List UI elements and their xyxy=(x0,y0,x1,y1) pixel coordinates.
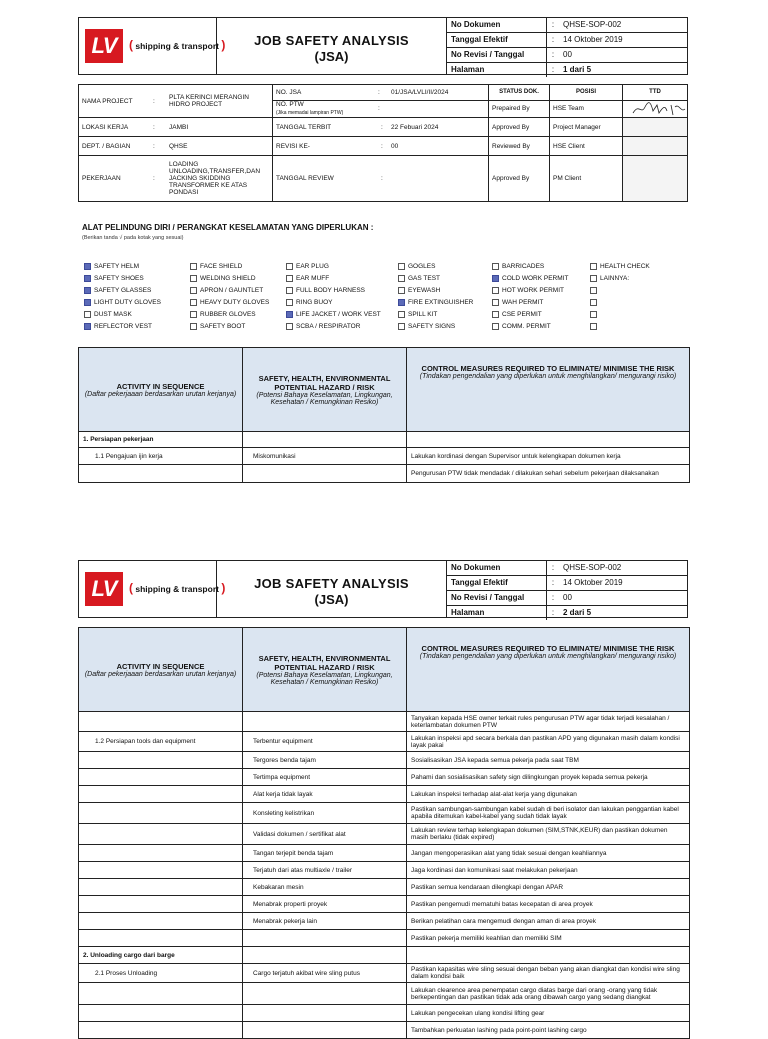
jsa-hazard-cell: Menabrak pekerja lain xyxy=(243,913,407,930)
lokasi-value: JAMBI xyxy=(166,118,273,137)
ppe-item[interactable] xyxy=(84,263,139,270)
jsa-hazard-cell xyxy=(243,712,407,732)
document-meta: No Dokumen : QHSE-SOP-002 Tanggal Efektif : 14 Oktober 2019 No Revisi / Tanggal : 00 Halaman : 2 dari 5 xyxy=(447,561,687,617)
jsa-row xyxy=(79,769,690,786)
jsa-hazard-cell xyxy=(243,947,407,964)
ppe-item[interactable] xyxy=(190,311,256,318)
jsa-hazard-cell xyxy=(243,983,407,1005)
ppe-label: EAR PLUG xyxy=(296,263,329,270)
ppe-item[interactable] xyxy=(492,299,543,306)
jsa-control-cell: Lakukan inspeksi terhadap alat-alat kerja yang digunakan xyxy=(407,786,690,803)
status-cell: Reviewed By xyxy=(489,137,550,156)
ppe-item[interactable] xyxy=(190,263,242,270)
checkbox[interactable] xyxy=(398,323,405,330)
ppe-label: EAR MUFF xyxy=(296,275,330,282)
no-ptw-label: NO. PTW xyxy=(276,101,304,108)
jsa-row xyxy=(79,896,690,913)
ppe-checkbox-blank[interactable] xyxy=(590,287,600,294)
jsa-activity-cell xyxy=(79,752,243,769)
ppe-item[interactable] xyxy=(286,311,381,318)
col-activity-head: ACTIVITY IN SEQUENCE (Daftar pekerjaaan berdasarkan urutan kerjanya) xyxy=(79,348,243,432)
checkbox[interactable] xyxy=(286,275,293,282)
jsa-row xyxy=(79,732,690,752)
ppe-label: HEALTH CHECK xyxy=(600,263,650,270)
jsa-activity-cell: 2.1 Proses Unloading xyxy=(79,964,243,983)
posisi-head: POSISI xyxy=(550,85,622,101)
ppe-item[interactable] xyxy=(286,287,365,294)
checkbox[interactable] xyxy=(590,275,597,282)
company-logo xyxy=(79,561,226,617)
jsa-control-cell: Pengurusan PTW tidak mendadak / dilakukan sehari sebelum pekerjaan dilaksanakan xyxy=(407,465,690,483)
jsa-activity-cell xyxy=(79,930,243,947)
ppe-item[interactable] xyxy=(84,287,151,294)
jsa-row xyxy=(79,448,690,465)
title-line1: JOB SAFETY ANALYSIS xyxy=(254,33,409,48)
ppe-item[interactable] xyxy=(84,299,161,306)
ppe-checkbox-blank[interactable] xyxy=(590,299,600,306)
ppe-item[interactable] xyxy=(286,299,332,306)
meta-label: No Dokumen xyxy=(447,18,547,32)
jsa-activity-cell xyxy=(79,786,243,803)
checkbox[interactable] xyxy=(190,263,197,270)
col-control-head: CONTROL MEASURES REQUIRED TO ELIMINATE/ MINIMISE THE RISK (Tindakan pengendalian yang diperlukan untuk menghilangkan/ mengurangi risiko) xyxy=(407,628,690,712)
meta-label: Halaman xyxy=(447,63,547,77)
checkbox[interactable] xyxy=(190,323,197,330)
ppe-item[interactable] xyxy=(190,323,245,330)
jsa-control-cell: Lakukan inspeksi apd secara berkala dan pastikan APD yang digunakan masih dalam kondisi layak pakai xyxy=(407,732,690,752)
jsa-hazard-cell: Alat kerja tidak layak xyxy=(243,786,407,803)
ppe-item[interactable] xyxy=(398,299,473,306)
revisi-value: 00 xyxy=(388,137,489,156)
ppe-item[interactable] xyxy=(398,323,455,330)
jsa-activity-cell xyxy=(79,913,243,930)
jsa-control-cell: Jangan mengoperasikan alat yang tidak sesuai dengan keahliannya xyxy=(407,845,690,862)
brand-tagline: ( shipping & transport ) xyxy=(129,581,226,595)
jsa-row xyxy=(79,913,690,930)
jsa-activity-cell xyxy=(79,896,243,913)
jsa-control-cell: Lakukan pengecekan ulang kondisi lifting gear xyxy=(407,1005,690,1022)
checkbox-checked[interactable] xyxy=(84,275,91,282)
col-activity-head: ACTIVITY IN SEQUENCE (Daftar pekerjaaan berdasarkan urutan kerjanya) xyxy=(79,628,243,712)
jsa-row xyxy=(79,983,690,1005)
jsa-hazard-cell: Tergores benda tajam xyxy=(243,752,407,769)
ppe-label: LIFE JACKET / WORK VEST xyxy=(296,311,381,318)
ppe-label: HOT WORK PERMIT xyxy=(502,287,564,294)
jsa-row xyxy=(79,879,690,896)
jsa-row xyxy=(79,465,690,483)
jsa-row xyxy=(79,1022,690,1039)
ppe-item[interactable] xyxy=(84,275,144,282)
lv-logo-mark: LV xyxy=(85,572,123,606)
jsa-hazard-cell xyxy=(243,432,407,448)
jsa-activity-cell xyxy=(79,845,243,862)
ppe-label: COLD WORK PERMIT xyxy=(502,275,569,282)
ppe-item[interactable] xyxy=(190,299,269,306)
revisi-label: REVISI KE- xyxy=(273,137,379,156)
checkbox-checked[interactable] xyxy=(84,287,91,294)
lokasi-label: LOKASI KERJA xyxy=(79,118,151,137)
ppe-label: FACE SHIELD xyxy=(200,263,243,270)
title-line2: (JSA) xyxy=(314,592,349,607)
checkbox[interactable] xyxy=(398,263,405,270)
signature-icon xyxy=(631,101,691,117)
jsa-hazard-cell: Terjatuh dari atas multiaxle / trailer xyxy=(243,862,407,879)
nama-project-value: PLTA KERINCI MERANGIN HIDRO PROJECT xyxy=(166,85,273,118)
ppe-item[interactable] xyxy=(190,287,263,294)
page-number: 1 dari 5 xyxy=(563,65,592,74)
ppe-label: LIGHT DUTY GLOVES xyxy=(94,299,161,306)
jsa-hazard-cell xyxy=(243,465,407,483)
posisi-cell: Project Manager xyxy=(550,118,623,137)
jsa-control-cell: Pahami dan sosialisasikan safety sign dilingkungan proyek kepada semua pekerja xyxy=(407,769,690,786)
title-line2: (JSA) xyxy=(314,49,349,64)
ppe-label: CSE PERMIT xyxy=(502,311,542,318)
jsa-row xyxy=(79,712,690,732)
meta-label: Halaman xyxy=(447,606,547,620)
jsa-row xyxy=(79,786,690,803)
meta-label: No Dokumen xyxy=(447,561,547,575)
checkbox[interactable] xyxy=(190,275,197,282)
checkbox[interactable] xyxy=(492,323,499,330)
jsa-activity-cell: 1.2 Persiapan tools dan equipment xyxy=(79,732,243,752)
checkbox-checked[interactable] xyxy=(84,323,91,330)
jsa-hazard-cell: Miskomunikasi xyxy=(243,448,407,465)
meta-label: Tanggal Efektif xyxy=(447,33,547,47)
jsa-control-cell xyxy=(407,947,690,964)
jsa-row xyxy=(79,930,690,947)
dept-label: DEPT. / BAGIAN xyxy=(79,137,151,156)
meta-label: No Revisi / Tanggal xyxy=(447,48,547,62)
jsa-hazard-cell: Terbentur equipment xyxy=(243,732,407,752)
terbit-value: 22 Febuari 2024 xyxy=(388,118,489,137)
jsa-activity-cell: 2. Unloading cargo dari barge xyxy=(79,947,243,964)
jsa-control-cell: Pastikan semua kendaraan dilengkapi dengan APAR xyxy=(407,879,690,896)
ppe-checkbox-blank[interactable] xyxy=(590,311,600,318)
meta-value: 00 xyxy=(563,50,572,59)
jsa-control-cell xyxy=(407,432,690,448)
meta-value: 00 xyxy=(563,593,572,602)
jsa-table-page2 xyxy=(78,627,690,1039)
ppe-label: RUBBER GLOVES xyxy=(200,311,256,318)
ppe-label: EYEWASH xyxy=(408,287,441,294)
jsa-hazard-cell: Validasi dokumen / sertifikat alat xyxy=(243,824,407,845)
ppe-item[interactable] xyxy=(492,275,568,282)
jsa-table-page1 xyxy=(78,347,690,483)
page2-header xyxy=(78,560,688,618)
ppe-item[interactable] xyxy=(84,323,152,330)
ttd-head: TTD xyxy=(623,85,687,101)
jsa-hazard-cell: Tertimpa equipment xyxy=(243,769,407,786)
checkbox[interactable] xyxy=(398,287,405,294)
checkbox[interactable] xyxy=(398,275,405,282)
jsa-hazard-cell: Tangan terjepit benda tajam xyxy=(243,845,407,862)
checkbox[interactable] xyxy=(286,263,293,270)
ppe-label: GAS TEST xyxy=(408,275,441,282)
jsa-row xyxy=(79,824,690,845)
ppe-label: SAFETY GLASSES xyxy=(94,287,152,294)
ppe-item[interactable] xyxy=(286,275,329,282)
jsa-hazard-cell xyxy=(243,930,407,947)
terbit-label: TANGGAL TERBIT xyxy=(273,118,379,137)
jsa-activity-cell xyxy=(79,465,243,483)
ppe-item[interactable] xyxy=(190,275,256,282)
meta-value: 14 Oktober 2019 xyxy=(563,578,623,587)
ppe-item[interactable] xyxy=(398,311,437,318)
jsa-activity-cell xyxy=(79,879,243,896)
no-jsa-value: 01/JSA/LVLI/II/2024 xyxy=(388,85,488,101)
jsa-activity-cell xyxy=(79,862,243,879)
ppe-item[interactable] xyxy=(84,311,132,318)
ppe-item[interactable] xyxy=(492,323,551,330)
jsa-hazard-cell: Cargo terjatuh akibat wire sling putus xyxy=(243,964,407,983)
ppe-label: SAFETY HELM xyxy=(94,263,140,270)
ppe-checkbox-blank[interactable] xyxy=(590,323,600,330)
jsa-control-cell: Jaga kordinasi dan komunikasi saat melakukan pekerjaan xyxy=(407,862,690,879)
checkbox[interactable] xyxy=(190,299,197,306)
jsa-activity-cell: 1.1 Pengajuan ijin kerja xyxy=(79,448,243,465)
signature xyxy=(623,101,687,117)
meta-label: Tanggal Efektif xyxy=(447,576,547,590)
checkbox-checked[interactable] xyxy=(286,311,293,318)
nama-project-label: NAMA PROJECT xyxy=(79,85,151,118)
review-label: TANGGAL REVIEW xyxy=(276,175,334,182)
ppe-item[interactable] xyxy=(398,275,440,282)
pekerjaan-value: LOADING UNLOADING,TRANSFER,DAN JACKING SKIDDING TRANSFORMER KE ATAS PONDASI xyxy=(166,156,273,202)
ppe-item[interactable] xyxy=(590,263,650,270)
checkbox[interactable] xyxy=(398,311,405,318)
ppe-label: RING BUOY xyxy=(296,299,333,306)
checkbox[interactable] xyxy=(286,287,293,294)
checkbox[interactable] xyxy=(492,287,499,294)
ppe-label: WELDING SHIELD xyxy=(200,275,256,282)
checkbox[interactable] xyxy=(190,311,197,318)
ppe-label: WAH PERMIT xyxy=(502,299,544,306)
checkbox[interactable] xyxy=(590,323,597,330)
ppe-label: GOGLES xyxy=(408,263,436,270)
jsa-activity-cell: 1. Persiapan pekerjaan xyxy=(79,432,243,448)
ppe-label: HEAVY DUTY GLOVES xyxy=(200,299,270,306)
jsa-hazard-cell: Konsleting kelistrikan xyxy=(243,803,407,824)
checkbox-checked[interactable] xyxy=(398,299,405,306)
no-jsa-label: NO. JSA xyxy=(273,85,378,101)
jsa-row xyxy=(79,1005,690,1022)
ppe-label: SAFETY SIGNS xyxy=(408,323,456,330)
ppe-label: SCBA / RESPIRATOR xyxy=(296,323,361,330)
ppe-item[interactable] xyxy=(492,287,564,294)
ppe-label: DUST MASK xyxy=(94,311,132,318)
document-title xyxy=(217,18,447,74)
jsa-control-cell: Pastikan kapasitas wire sling sesuai dengan beban yang akan diangkat dan kondisi wire sling dalam kondisi baik xyxy=(407,964,690,983)
col-hazard-head: SAFETY, HEALTH, ENVIRONMENTAL POTENTIAL HAZARD / RISK (Potensi Bahaya Keselamatan, Lingkungan, Kesehatan / Kemungkinan Resiko) xyxy=(243,348,407,432)
ppe-label: SAFETY SHOES xyxy=(94,275,144,282)
dept-value: QHSE xyxy=(166,137,273,156)
ppe-label: SAFETY BOOT xyxy=(200,323,246,330)
status-head: STATUS DOK. xyxy=(489,85,549,101)
ppe-title: ALAT PELINDUNG DIRI / PERANGKAT KESELAMATAN YANG DIPERLUKAN : xyxy=(82,223,374,232)
document-title xyxy=(217,561,447,617)
ppe-label: BARRICADES xyxy=(502,263,545,270)
checkbox[interactable] xyxy=(590,263,597,270)
no-ptw-note: (Jika memadai lampiran PTW) xyxy=(276,110,344,116)
jsa-control-cell: Lakukan kordinasi dengan Supervisor untuk kelengkapan dokumen kerja xyxy=(407,448,690,465)
title-line1: JOB SAFETY ANALYSIS xyxy=(254,576,409,591)
ppe-label: REFLECTOR VEST xyxy=(94,323,153,330)
meta-value: QHSE-SOP-002 xyxy=(563,20,622,29)
ppe-item[interactable] xyxy=(286,323,360,330)
ppe-subtitle: (Berikan tanda √ pada kotak yang sesuai) xyxy=(82,235,184,241)
checkbox[interactable] xyxy=(286,299,293,306)
col-control-head: CONTROL MEASURES REQUIRED TO ELIMINATE/ MINIMISE THE RISK (Tindakan pengendalian yang diperlukan untuk menghilangkan/ mengurangi risiko) xyxy=(407,348,690,432)
ppe-label: LAINNYA: xyxy=(600,275,630,282)
col-hazard-head: SAFETY, HEALTH, ENVIRONMENTAL POTENTIAL HAZARD / RISK (Potensi Bahaya Keselamatan, Lingkungan, Kesehatan / Kemungkinan Resiko) xyxy=(243,628,407,712)
meta-value: 14 Oktober 2019 xyxy=(563,35,623,44)
jsa-hazard-cell xyxy=(243,1022,407,1039)
jsa-row xyxy=(79,845,690,862)
company-logo xyxy=(79,18,226,74)
checkbox[interactable] xyxy=(492,299,499,306)
checkbox[interactable] xyxy=(590,311,597,318)
jsa-control-cell: Sosialisasikan JSA kepada semua pekerja pada saat TBM xyxy=(407,752,690,769)
checkbox[interactable] xyxy=(286,323,293,330)
jsa-activity-cell xyxy=(79,824,243,845)
jsa-activity-cell xyxy=(79,983,243,1005)
jsa-control-cell: Tambahkan perkuatan lashing pada point-point lashing cargo xyxy=(407,1022,690,1039)
page-number: 2 dari 5 xyxy=(563,608,592,617)
checkbox-checked[interactable] xyxy=(492,275,499,282)
checkbox[interactable] xyxy=(190,287,197,294)
jsa-hazard-cell xyxy=(243,1005,407,1022)
jsa-row xyxy=(79,947,690,964)
ppe-item[interactable] xyxy=(398,263,435,270)
posisi-cell: HSE Client xyxy=(550,137,623,156)
ppe-label: FIRE EXTINGUISHER xyxy=(408,299,474,306)
jsa-activity-cell xyxy=(79,712,243,732)
ppe-label: SPILL KIT xyxy=(408,311,438,318)
document-meta: No Dokumen : QHSE-SOP-002 Tanggal Efektif : 14 Oktober 2019 No Revisi / Tanggal : 00 Halaman : 1 dari 5 xyxy=(447,18,687,74)
jsa-control-cell: Lakukan review terhap kelengkapan dokumen (SIM,STNK,KEUR) dan pastikan dokumen masih berlaku (tidak expired) xyxy=(407,824,690,845)
jsa-control-cell: Pastikan pengemudi mematuhi batas kecepatan di area proyek xyxy=(407,896,690,913)
ppe-item[interactable] xyxy=(492,263,544,270)
meta-value: QHSE-SOP-002 xyxy=(563,563,622,572)
jsa-hazard-cell: Kebakaran mesin xyxy=(243,879,407,896)
jsa-activity-cell xyxy=(79,803,243,824)
checkbox-checked[interactable] xyxy=(84,263,91,270)
ppe-label: FULL BODY HARNESS xyxy=(296,287,365,294)
lv-logo-mark: LV xyxy=(85,29,123,63)
checkbox[interactable] xyxy=(590,299,597,306)
status-cell: Approved By xyxy=(489,156,550,202)
ppe-item[interactable] xyxy=(286,263,329,270)
checkbox-checked[interactable] xyxy=(84,299,91,306)
jsa-activity-cell xyxy=(79,1005,243,1022)
ppe-label: APRON / GAUNTLET xyxy=(200,287,264,294)
jsa-hazard-cell: Menabrak properti proyek xyxy=(243,896,407,913)
checkbox[interactable] xyxy=(492,263,499,270)
jsa-activity-cell xyxy=(79,1022,243,1039)
page1-header xyxy=(78,17,688,75)
posisi-cell: HSE Team xyxy=(553,105,584,112)
meta-label: No Revisi / Tanggal xyxy=(447,591,547,605)
checkbox[interactable] xyxy=(492,311,499,318)
pekerjaan-label: PEKERJAAN xyxy=(82,175,121,182)
ppe-label: COMM. PERMIT xyxy=(502,323,551,330)
jsa-control-cell: Pastikan pekerja memiliki keahlian dan memiliki SIM xyxy=(407,930,690,947)
jsa-control-cell: Berikan pelatihan cara mengemudi dengan aman di area proyek xyxy=(407,913,690,930)
jsa-control-cell: Tanyakan kepada HSE owner terkait rules pengurusan PTW agar tidak terjadi kesalahan / keterlambatan dokumen PTW xyxy=(407,712,690,732)
status-cell: Prepaired By xyxy=(492,105,530,112)
posisi-cell: PM Client xyxy=(550,156,623,202)
status-cell: Approved By xyxy=(489,118,550,137)
jsa-row xyxy=(79,964,690,983)
brand-tagline: ( shipping & transport ) xyxy=(129,38,226,52)
ppe-item[interactable] xyxy=(398,287,440,294)
checkbox[interactable] xyxy=(590,287,597,294)
jsa-row xyxy=(79,803,690,824)
checkbox[interactable] xyxy=(84,311,91,318)
jsa-row xyxy=(79,752,690,769)
ppe-item[interactable] xyxy=(492,311,542,318)
jsa-control-cell: Lakukan clearence area penempatan cargo diatas barge dari orang -orang yang tidak berkepentingan dan pastikan tidak ada orang dibawah cargo yang sedang diangkat xyxy=(407,983,690,1005)
jsa-row xyxy=(79,862,690,879)
project-info-table: NAMA PROJECT : PLTA KERINCI MERANGIN HIDRO PROJECT NO. JSA NO. PTW (Jika memadai lampiran PTW) : : 01/JSA/LVLI/II/2024 STATUS DOK. Prepaired By POSISI HSE Team TTD LOKASI KERJA : JAMBI TANGGAL TERBIT : 22 Febuari 2024 Approved By Project Manager DEPT. / BAGIAN : QHSE REVISI KE- : 00 Reviewed By HSE Client PEKERJAAN : LOADING UNLOADING,TRANSFER,DAN JACKING SKIDDING TRANSFORMER KE ATAS PONDASI TANGGAL REVIEW : Approved By PM Client xyxy=(78,84,688,202)
ppe-item[interactable] xyxy=(590,275,629,282)
jsa-row xyxy=(79,432,690,448)
jsa-activity-cell xyxy=(79,769,243,786)
jsa-control-cell: Pastikan sambungan-sambungan kabel sudah di beri isolator dan lakukan penggantian kabel apabila ditemukan kabel-kabel yang sudah tidak layak xyxy=(407,803,690,824)
